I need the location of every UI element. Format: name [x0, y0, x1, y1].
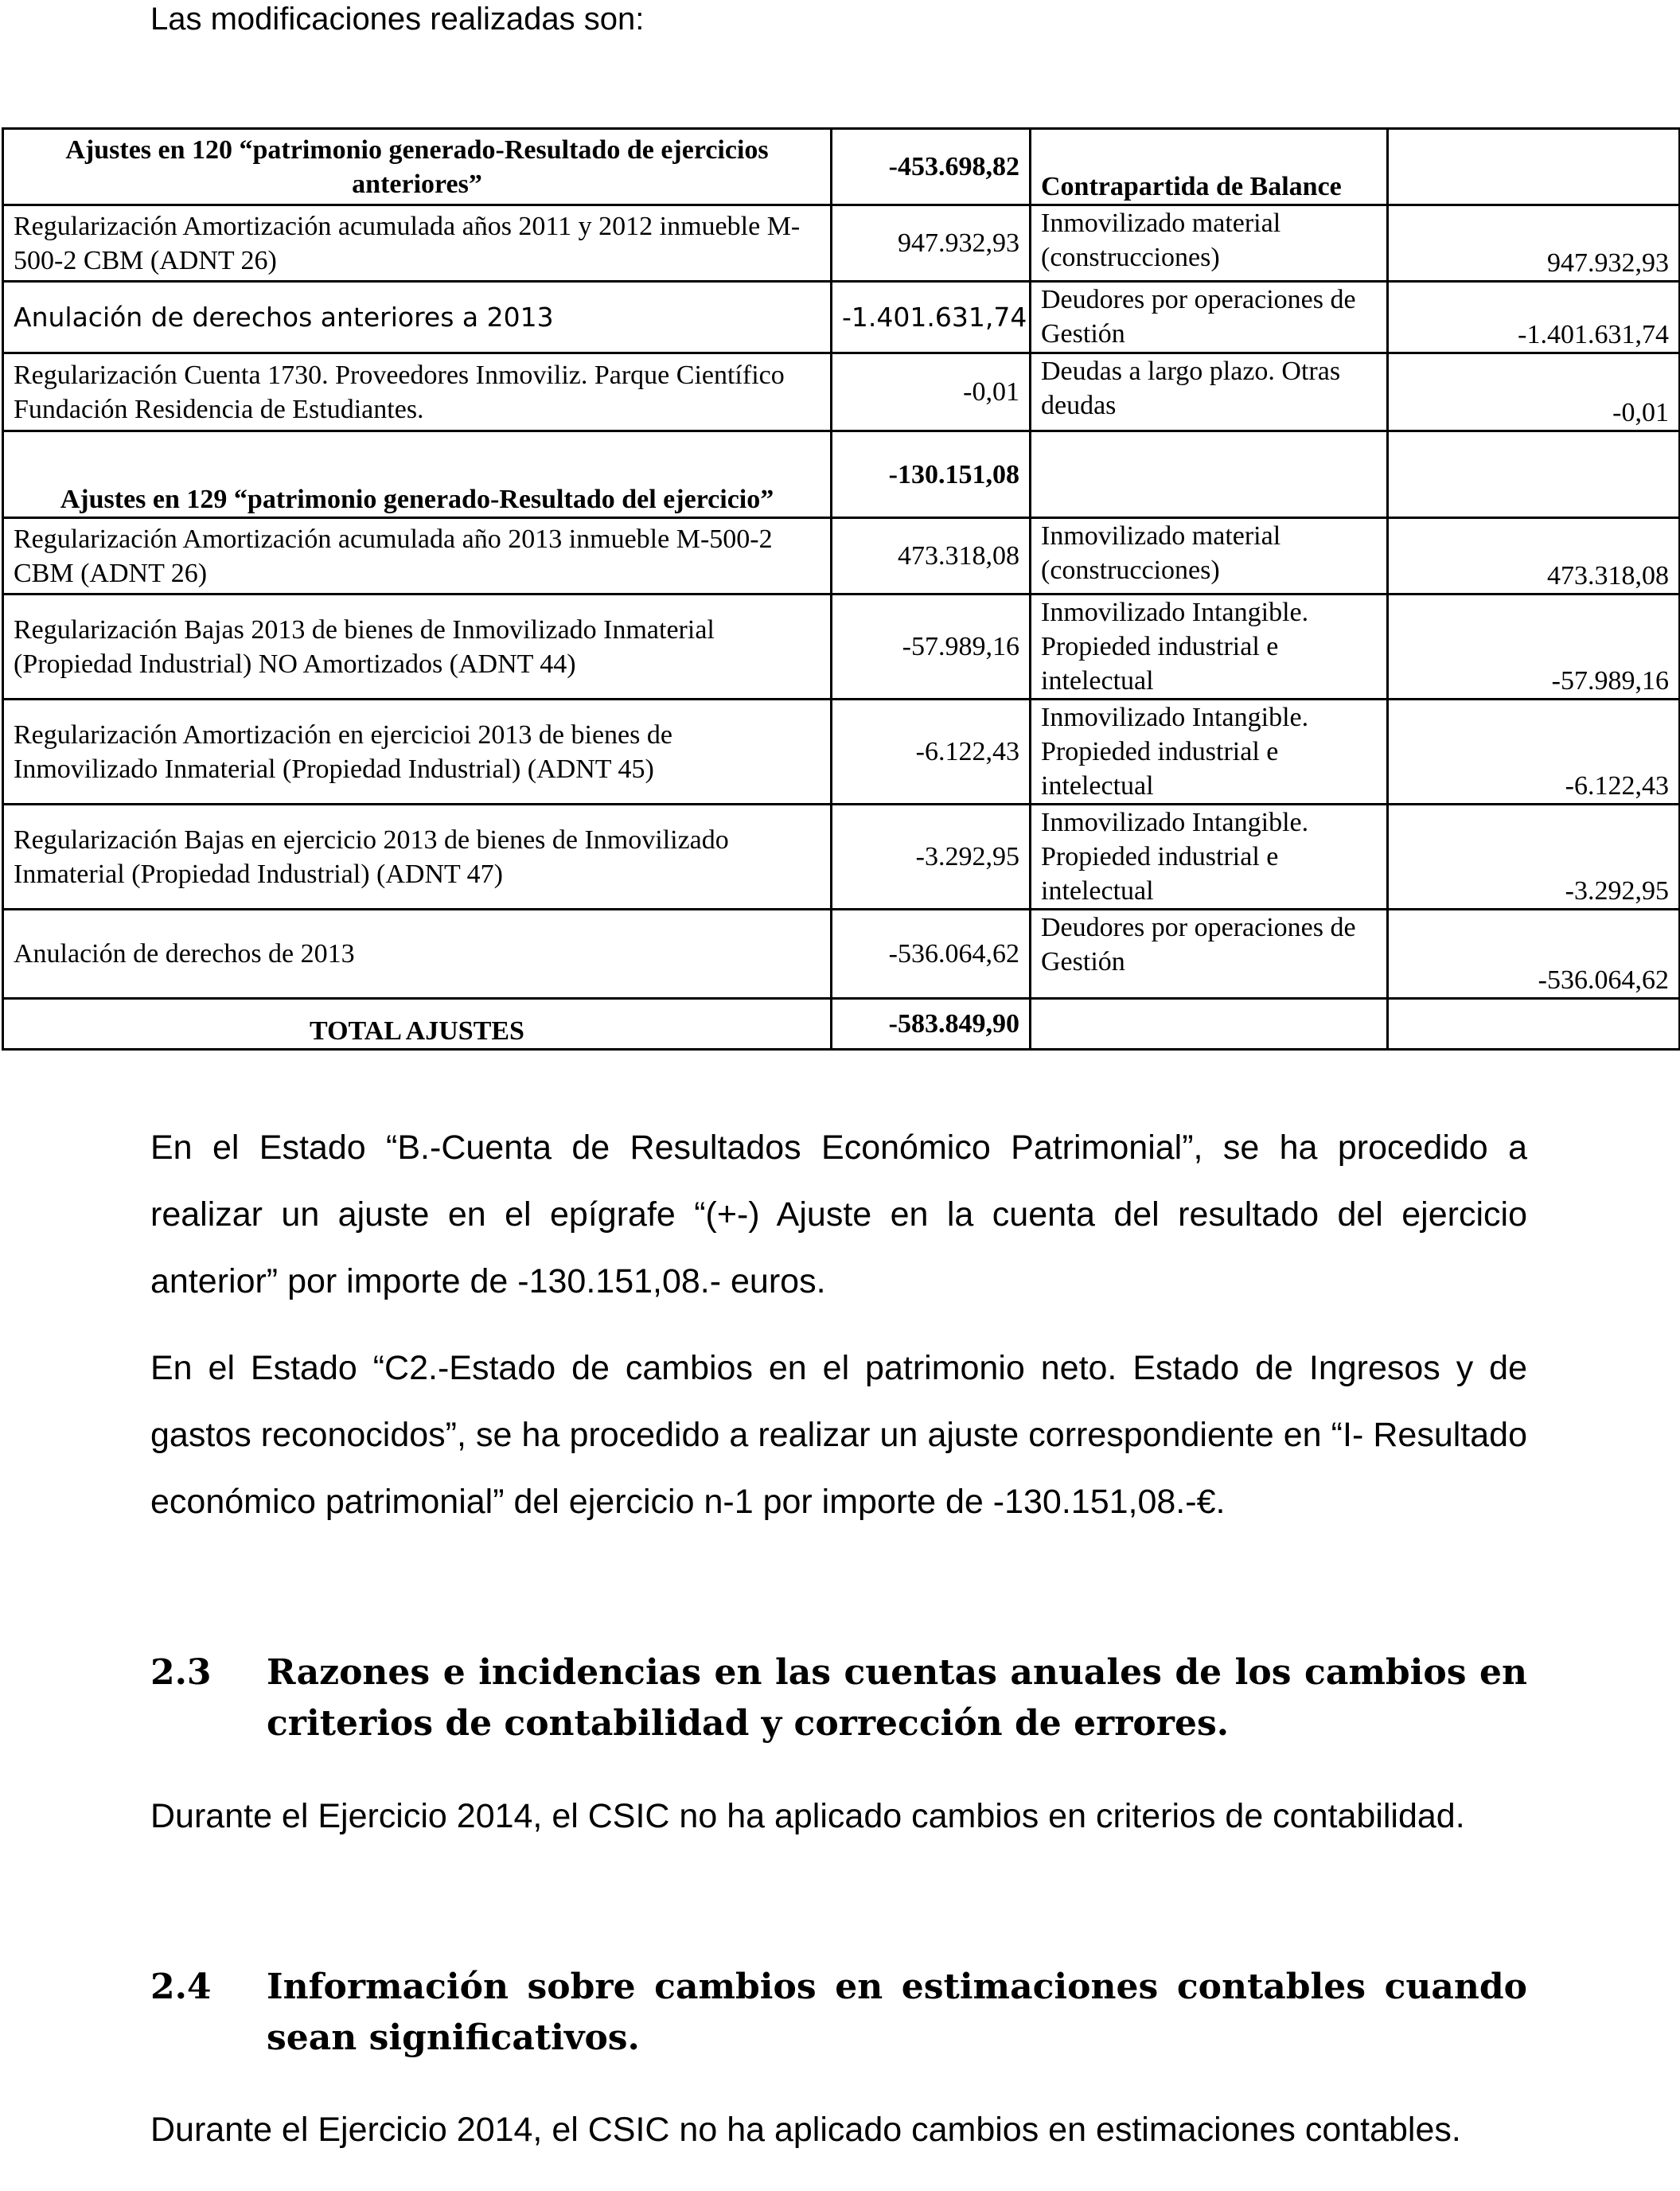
- row-account: Inmovilizado Intangible. Propieded industrial e intelectual: [1031, 595, 1388, 700]
- row-balance: 473.318,08: [1388, 518, 1680, 595]
- row-account: Inmovilizado material (construcciones): [1031, 205, 1388, 282]
- row-amount: -536.064,62: [832, 910, 1031, 999]
- counterpart-header: Contrapartida de Balance: [1031, 129, 1388, 205]
- row-amount: -1.401.631,74: [832, 282, 1031, 353]
- empty-cell: [1388, 431, 1680, 518]
- empty-cell: [1388, 129, 1680, 205]
- row-account: Inmovilizado material (construcciones): [1031, 518, 1388, 595]
- row-concept: Regularización Amortización acumulada años 2011 y 2012 inmueble M-500-2 CBM (ADNT 26): [3, 205, 832, 282]
- table-row: [3, 595, 1680, 700]
- header-120-amount: -453.698,82: [832, 129, 1031, 205]
- paragraph-estado-b: En el Estado “B.-Cuenta de Resultados Económico Patrimonial”, se ha procedido a realizar un ajuste en el epígrafe “(+-) Ajuste en la cuenta del resultado del ejercicio anterior” por importe de -130.151,08.- euros.: [150, 1129, 1527, 1300]
- row-concept: Regularización Cuenta 1730. Proveedores Inmoviliz. Parque Científico Fundación Residencia de Estudiantes.: [3, 353, 832, 431]
- row-amount: 473.318,08: [832, 518, 1031, 595]
- section-heading-2-4: [150, 1962, 1527, 2064]
- section-title: Información sobre cambios en estimaciones contables cuando sean significativos.: [267, 1967, 1527, 2058]
- header-129-label: Ajustes en 129 “patrimonio generado-Resultado del ejercicio”: [3, 431, 832, 518]
- row-balance: -0,01: [1388, 353, 1680, 431]
- total-amount: -583.849,90: [832, 999, 1031, 1050]
- total-label: TOTAL AJUSTES: [3, 999, 832, 1050]
- row-amount: -57.989,16: [832, 595, 1031, 700]
- row-balance: -1.401.631,74: [1388, 282, 1680, 353]
- intro-text: Las modificaciones realizadas son:: [150, 2, 645, 37]
- row-account: Deudores por operaciones de Gestión: [1031, 910, 1388, 999]
- table-row: [3, 353, 1680, 431]
- table-header-129: [3, 431, 1680, 518]
- row-account: Deudas a largo plazo. Otras deudas: [1031, 353, 1388, 431]
- row-account: Deudores por operaciones de Gestión: [1031, 282, 1388, 353]
- row-amount: 947.932,93: [832, 205, 1031, 282]
- row-balance: -57.989,16: [1388, 595, 1680, 700]
- section-title: Razones e incidencias en las cuentas anuales de los cambios en criterios de contabilidad y corrección de errores.: [267, 1652, 1527, 1744]
- row-concept: Regularización Amortización acumulada año 2013 inmueble M-500-2 CBM (ADNT 26): [3, 518, 832, 595]
- paragraph-estado-c2: En el Estado “C2.-Estado de cambios en el patrimonio neto. Estado de Ingresos y de gastos reconocidos”, se ha procedido a realizar un ajuste correspondiente en “I- Resultado económico patrimonial” del ejercicio n-1 por importe de -130.151,08.-€.: [150, 1349, 1527, 1521]
- row-account: Inmovilizado Intangible. Propieded industrial e intelectual: [1031, 700, 1388, 805]
- section-number: 2.3: [150, 1652, 212, 1693]
- table-header-120: [3, 129, 1680, 205]
- row-concept: Regularización Bajas 2013 de bienes de Inmovilizado Inmaterial (Propiedad Industrial) NO Amortizados (ADNT 44): [3, 595, 832, 700]
- table-row: [3, 700, 1680, 805]
- row-balance: -536.064,62: [1388, 910, 1680, 999]
- row-account: Inmovilizado Intangible. Propieded industrial e intelectual: [1031, 805, 1388, 910]
- row-amount: -0,01: [832, 353, 1031, 431]
- empty-cell: [1031, 431, 1388, 518]
- table-row: [3, 282, 1680, 353]
- adjustments-table: [2, 127, 1680, 1051]
- row-concept: Regularización Bajas en ejercicio 2013 de bienes de Inmovilizado Inmaterial (Propiedad Industrial) (ADNT 47): [3, 805, 832, 910]
- row-balance: 947.932,93: [1388, 205, 1680, 282]
- empty-cell: [1031, 999, 1388, 1050]
- table-row: [3, 910, 1680, 999]
- header-120-label: Ajustes en 120 “patrimonio generado-Resultado de ejercicios anteriores”: [3, 129, 832, 205]
- header-129-amount: -130.151,08: [832, 431, 1031, 518]
- paragraph-estimaciones: Durante el Ejercicio 2014, el CSIC no ha aplicado cambios en estimaciones contables.: [150, 2111, 1461, 2149]
- table-total-row: [3, 999, 1680, 1050]
- row-balance: -6.122,43: [1388, 700, 1680, 805]
- empty-cell: [1388, 999, 1680, 1050]
- section-heading-2-3: [150, 1647, 1527, 1749]
- table-row: [3, 805, 1680, 910]
- row-concept: Anulación de derechos anteriores a 2013: [3, 282, 832, 353]
- row-concept: Regularización Amortización en ejercicioi 2013 de bienes de Inmovilizado Inmaterial (Propiedad Industrial) (ADNT 45): [3, 700, 832, 805]
- row-balance: -3.292,95: [1388, 805, 1680, 910]
- paragraph-criterios: Durante el Ejercicio 2014, el CSIC no ha aplicado cambios en criterios de contabilidad.: [150, 1797, 1465, 1835]
- table-row: [3, 518, 1680, 595]
- row-amount: -3.292,95: [832, 805, 1031, 910]
- row-amount: -6.122,43: [832, 700, 1031, 805]
- table-row: [3, 205, 1680, 282]
- section-number: 2.4: [150, 1967, 212, 2007]
- row-concept: Anulación de derechos de 2013: [3, 910, 832, 999]
